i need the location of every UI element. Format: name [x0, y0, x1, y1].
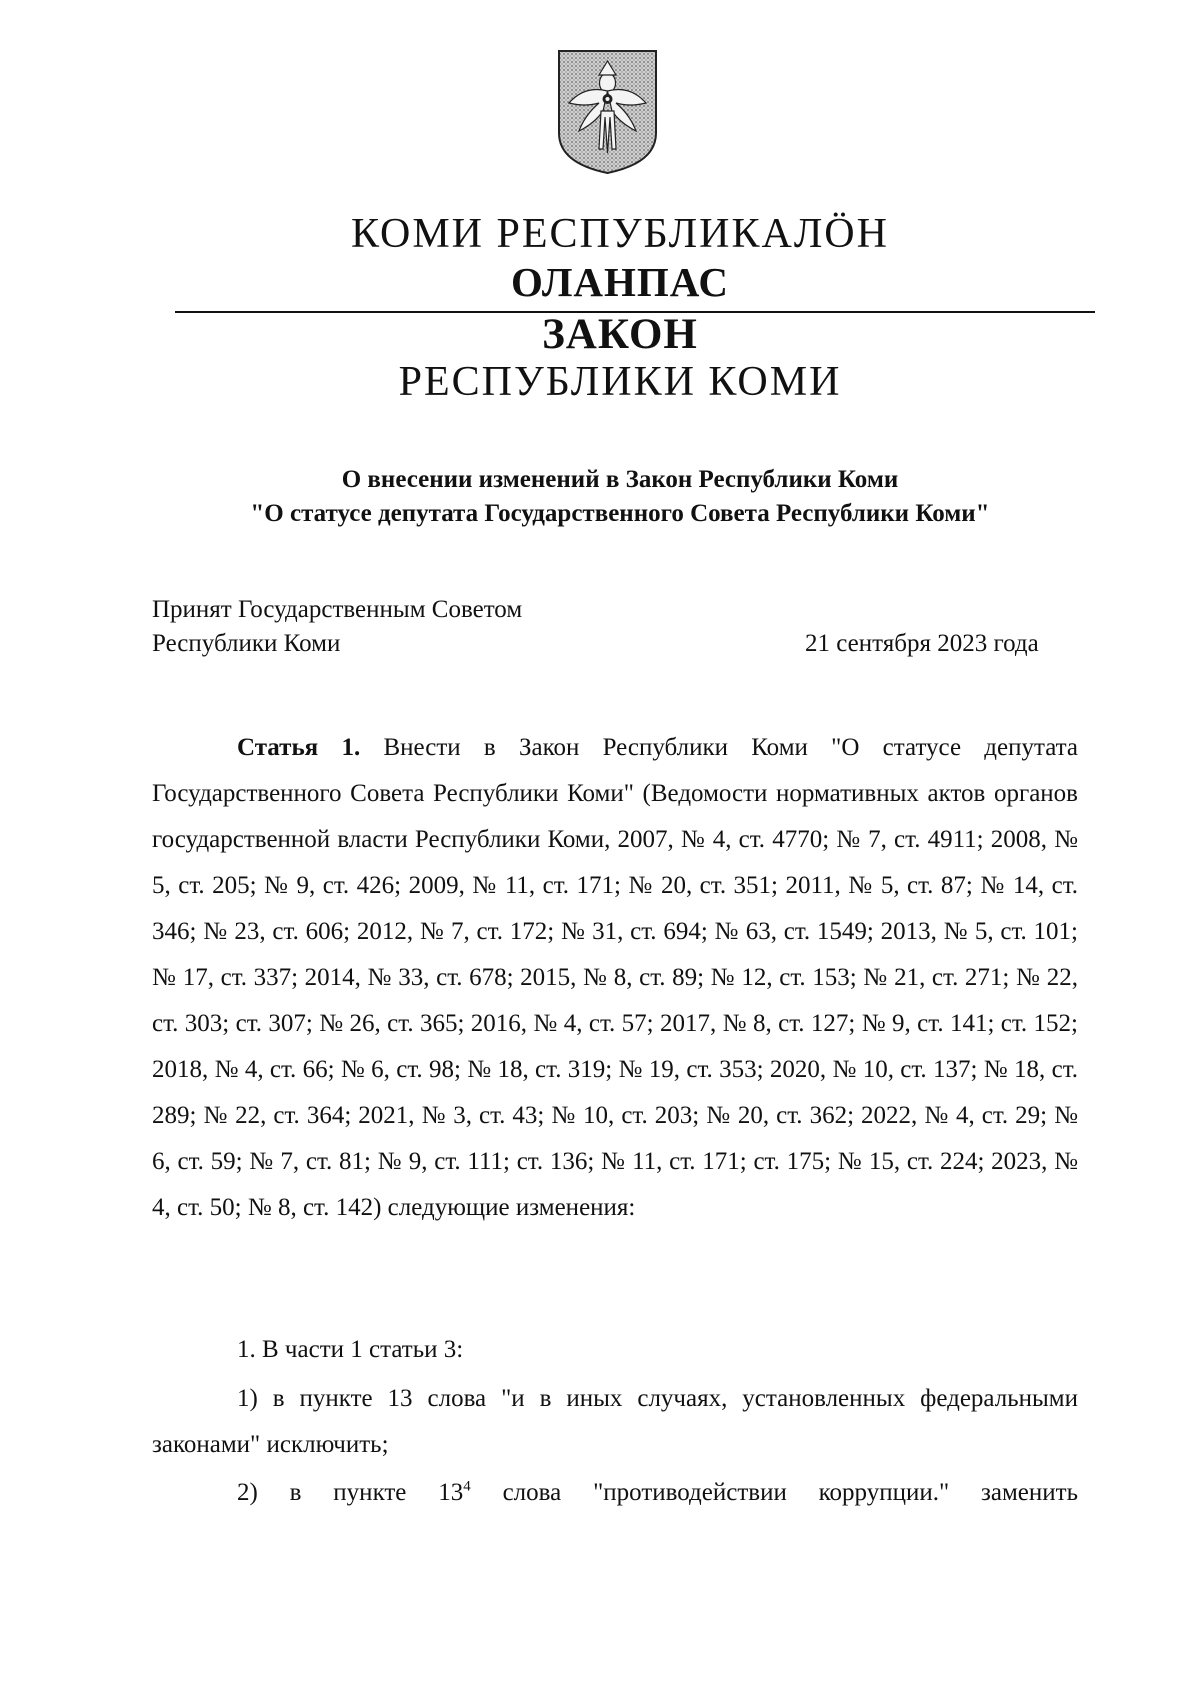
act-type-russian: ЗАКОН — [542, 311, 698, 358]
adopted-by-line-1: Принят Государственным Советом — [152, 596, 523, 623]
komi-republic-heading: КОМИ РЕСПУБЛИКАЛÖН — [351, 211, 889, 257]
subitem-1: 1) в пункте 13 слова "и в иных случаях, установленных федеральными законами" исключить; — [152, 1385, 1078, 1458]
part-1-heading: 1. В части 1 статьи 3: — [237, 1336, 464, 1363]
subitem-2-text-start: 2) в пункте 13 — [237, 1479, 464, 1506]
subitem-2-text-end: слова "противодействии коррупции." заменить — [470, 1479, 1078, 1506]
act-type-komi: ОЛАНПАС — [511, 259, 729, 305]
law-title-line-2: "О статусе депутата Государственного Совета Республики Коми" — [250, 500, 990, 527]
article-1-text: Внести в Закон Республики Коми "О статусе депутата Государственного Совета Республики Коми" (Ведомости нормативных актов органов государственной власти Республики Коми, 2007, № 4, ст. 4770; № 7, ст. 4911; 2008, № 5, ст. 205; № 9, ст. 426; 2009, № 11, ст. 171; № 20, ст. 351; 2011, № 5, ст. 87; № 14, ст. 346; № 23, ст. 606; 2012, № 7, ст. 172; № 31, ст. 694; № 63, ст. 1549; 2013, № 5, ст. 101; № 17, ст. 337; 2014, № 33, ст. 678; 2015, № 8, ст. 89; № 12, ст. 153; № 21, ст. 271; № 22, ст. 303; ст. 307; № 26, ст. 365; 2016, № 4, ст. 57; 2017, № 8, ст. 127; № 9, ст. 141; ст. 152; 2018, № 4, ст. 66; № 6, ст. 98; № 18, ст. 319; № 19, ст. 353; 2020, № 10, ст. 137; № 18, ст. 289; № 22, ст. 364; 2021, № 3, ст. 43; № 10, ст. 203; № 20, ст. 362; 2022, № 4, ст. 29; № 6, ст. 59; № 7, ст. 81; № 9, ст. 111; ст. 136; № 11, ст. 171; ст. 175; № 15, ст. 224; 2023, № 4, ст. 50; № 8, ст. 142) следующие изменения: — [152, 734, 1078, 1221]
subitem-2-superscript: 4 — [463, 1478, 471, 1495]
adoption-date: 21 сентября 2023 года — [805, 630, 1039, 657]
article-1-label: Статья 1. — [237, 734, 361, 761]
komi-republic-heading-russian: РЕСПУБЛИКИ КОМИ — [398, 359, 842, 405]
coat-of-arms-icon — [555, 45, 660, 175]
subitem-2 — [152, 1470, 1078, 1516]
adopted-by-line-2: Республики Коми — [152, 630, 341, 657]
law-title-line-1: О внесении изменений в Закон Республики Коми — [341, 466, 899, 493]
article-1-paragraph — [152, 725, 1078, 1231]
